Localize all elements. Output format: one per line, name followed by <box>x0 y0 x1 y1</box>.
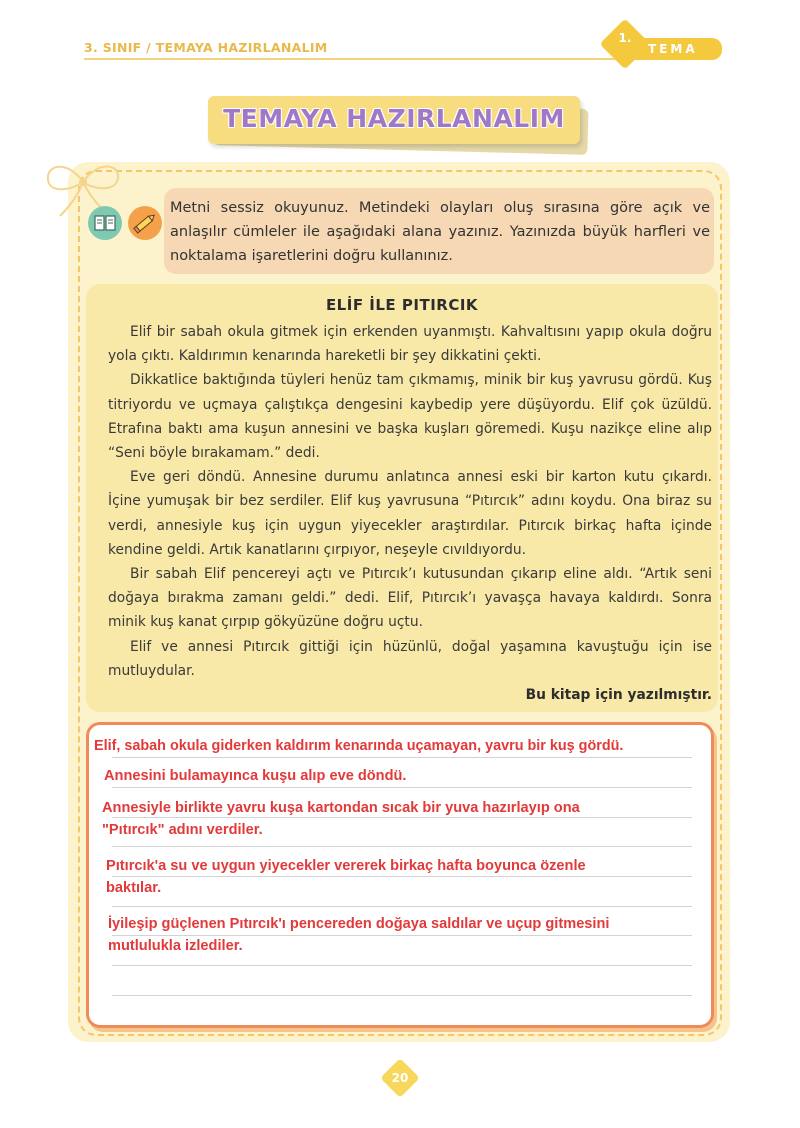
story-paragraph: Elif bir sabah okula gitmek için erkenden uyanmıştı. Kahvaltısını yapıp okula doğru yola çıktı. Kaldırımın kenarında hareketli bir şey dikkatini çekti. <box>108 324 712 365</box>
story-paragraph: Bir sabah Elif pencereyi açtı ve Pıtırcık’ı kutusundan çıkarıp eline aldı. “Artık seni doğaya bırakma zamanı geldi.” dedi. Elif, Pıtırcık’ı yavaşça havaya kaldırdı. Sonra minik kuş kanat çırpıp gökyüzüne doğru uçtu. <box>108 566 712 631</box>
writing-line <box>112 906 692 907</box>
story-paragraph: Eve geri döndü. Annesine durumu anlatınca annesi eski bir karton kutu çıkardı. İçine yumuşak bir bez serdiler. Elif kuş yavrusuna “Pıtırcık” adını koydu. Ona biraz su verdi, annesiyle kuş için uygun yiyecekler araştırdılar. Pıtırcık birkaç hafta içinde kendine geldi. Artık kanatlarını çırpıyor, neşeyle cıvıldıyordu. <box>108 469 712 558</box>
story-text <box>108 320 712 707</box>
writing-line <box>112 846 692 847</box>
story-title: ELİF İLE PITIRCIK <box>325 296 479 314</box>
answer-line: "Pıtırcık" adını verdiler. <box>102 822 263 838</box>
page-number: 20 <box>391 1071 409 1085</box>
answer-line: baktılar. <box>106 880 162 896</box>
writing-line <box>112 787 692 788</box>
header-divider <box>84 58 624 60</box>
answer-line: Annesiyle birlikte yavru kuşa kartondan sıcak bir yuva hazırlayıp ona <box>102 800 580 816</box>
answer-line: mutlulukla izlediler. <box>108 938 243 954</box>
pencil-icon <box>128 206 162 240</box>
answer-line: Pıtırcık'a su ve uygun yiyecekler vererek birkaç hafta boyunca özenle <box>106 858 586 874</box>
theme-label: TEMA <box>648 42 698 56</box>
answer-line: Annesini bulamayınca kuşu alıp eve döndü. <box>104 768 407 784</box>
story-paragraph: Elif ve annesi Pıtırcık gittiği için hüzünlü, doğal yaşamına kavuştuğu için ise mutluydular. <box>108 638 712 679</box>
story-signature: Bu kitap için yazılmıştır. <box>525 687 712 704</box>
page-title: TEMAYA HAZIRLANALIM <box>223 104 565 133</box>
instruction-text: Metni sessiz okuyunuz. Metindeki olayları oluş sırasına göre açık ve anlaşılır cümleler ile aşağıdaki alana yazınız. Yazınızda büyük harfleri ve noktalama işaretlerini doğru kullanınız. <box>170 200 710 264</box>
writing-line <box>112 965 692 966</box>
story-paragraph: Dikkatlice baktığında tüyleri henüz tam çıkmamış, minik bir kuş yavrusu gördü. Kuş titriyordu ve uçmaya çalıştıkça dengesini kaybedip yere düşüyordu. Elif çok üzüldü. Etrafına baktı ama kuşun annesini ve başka kuşları göremedi. Kuşu nazikçe eline alıp “Seni böyle bırakamam.” dedi. <box>108 372 712 462</box>
writing-line <box>112 995 692 996</box>
book-icon <box>88 206 122 240</box>
answer-line: Elif, sabah okula giderken kaldırım kenarında uçamayan, yavru bir kuş gördü. <box>94 738 624 754</box>
breadcrumb: 3. SINIF / TEMAYA HAZIRLANALIM <box>84 40 328 55</box>
theme-number: 1. <box>618 31 632 45</box>
writing-line <box>112 757 692 758</box>
answer-line: İyileşip güçlenen Pıtırcık'ı pencereden doğaya saldılar ve uçup gitmesini <box>108 916 610 932</box>
